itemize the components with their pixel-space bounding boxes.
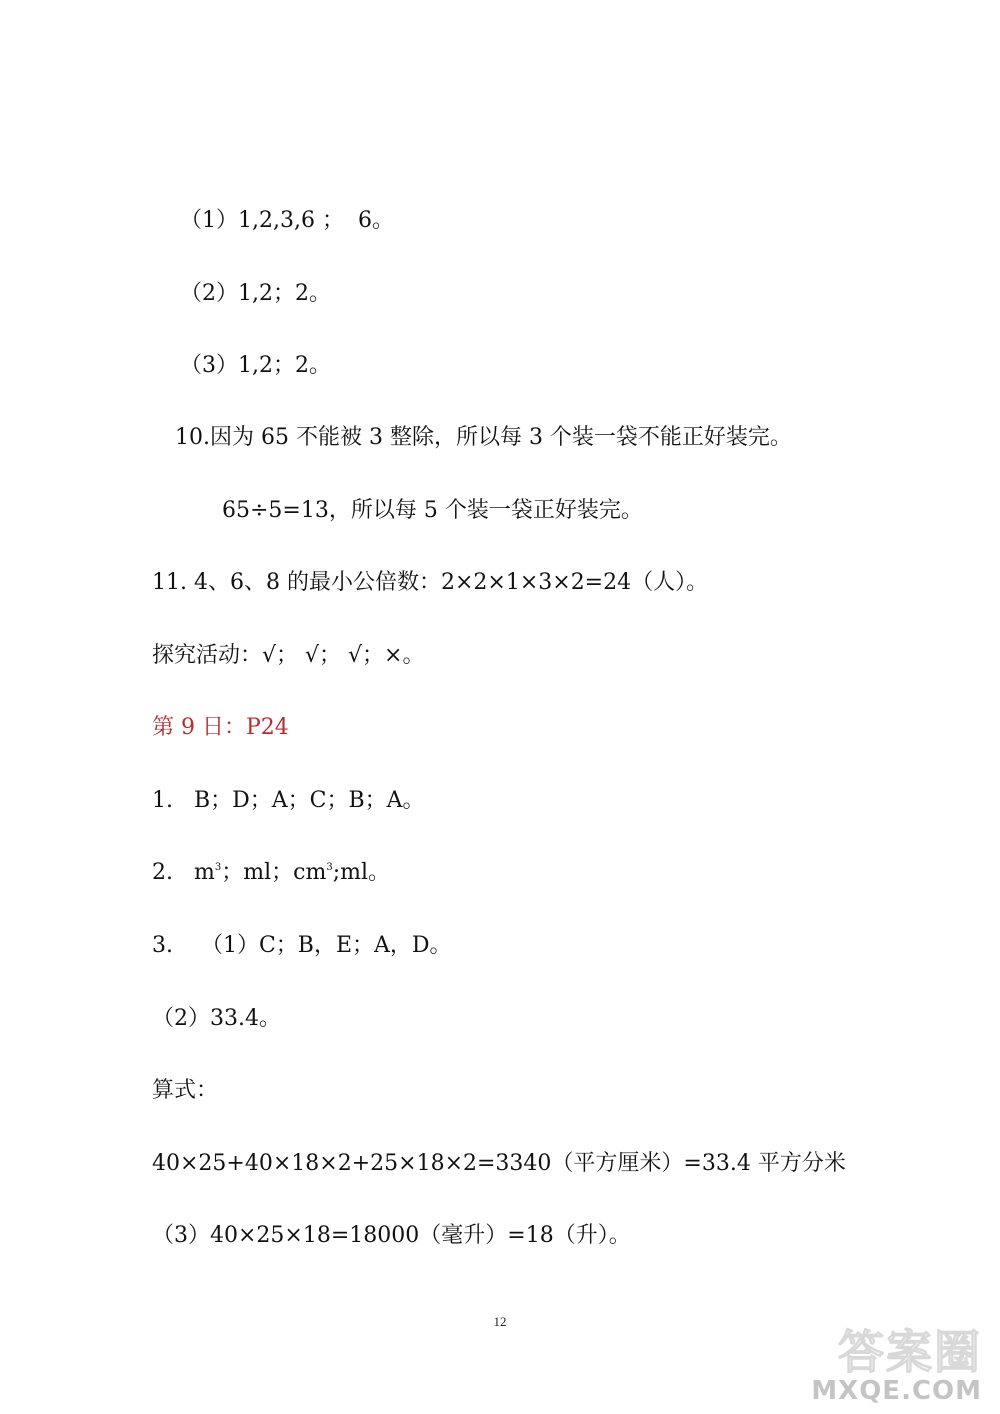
unit-milliliter: ；ml； [221, 860, 294, 885]
watermark-site: MXQE.COM [811, 1376, 982, 1406]
answer-line-11: 11. 4、6、8 的最小公倍数：2×2×1×3×2=24（人）。 [152, 570, 709, 595]
formula-label: 算式： [152, 1078, 219, 1103]
section-heading-day9: 第 9 日：P24 [152, 715, 289, 740]
day9-answer-2 [152, 858, 390, 888]
exploration-activity: 探究活动：√； √； √；×。 [152, 643, 425, 668]
answer-2-number: 2. [152, 860, 194, 885]
superscript-3: 3 [326, 862, 333, 873]
answer-line-3: （3）1,2；2。 [180, 353, 331, 378]
day9-answer-3-3: （3）40×25×18=18000（毫升）=18（升）。 [152, 1223, 631, 1248]
day9-answer-3-1: 3. （1）C；B，E；A，D。 [152, 933, 452, 958]
formula-line: 40×25+40×18×2+25×18×2=3340（平方厘米）=33.4 平方分米 [152, 1151, 846, 1176]
answer-line-2: （2）1,2；2。 [180, 281, 331, 306]
unit-cubic-centimeter: cm [293, 860, 327, 885]
answer-line-10-cont: 65÷5=13，所以每 5 个装一袋正好装完。 [222, 498, 643, 523]
day9-answer-3-2: （2）33.4。 [152, 1006, 281, 1031]
day9-answer-1: 1. B；D；A；C；B；A。 [152, 788, 425, 813]
answer-line-1: （1）1,2,3,6 ； 6。 [180, 208, 394, 233]
unit-milliliter-end: ;ml。 [332, 860, 391, 885]
answer-line-10: 10.因为 65 不能被 3 整除，所以每 3 个装一袋不能正好装完。 [175, 425, 792, 450]
superscript-3: 3 [214, 862, 222, 873]
watermark [790, 1316, 990, 1406]
watermark-logo: 答案圈 [838, 1325, 982, 1379]
page-number: 12 [493, 1314, 507, 1329]
unit-cubic-meter: m [193, 860, 215, 885]
